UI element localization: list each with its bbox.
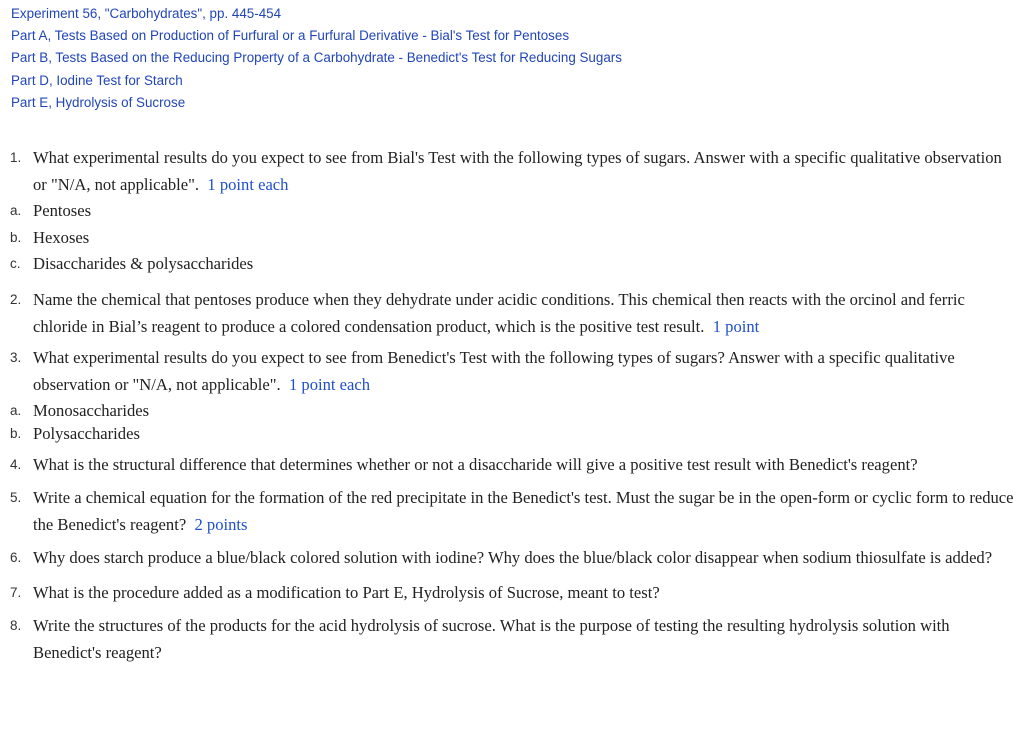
experiment-title: Experiment 56, "Carbohydrates", pp. 445-454 bbox=[11, 6, 282, 21]
sub-question-letter: b. bbox=[10, 229, 22, 245]
sub-question-letter: b. bbox=[10, 425, 22, 441]
sub-question bbox=[10, 400, 1015, 423]
sub-question bbox=[10, 225, 1015, 252]
experiment-header bbox=[11, 3, 622, 114]
sub-question-text: Disaccharides & polysaccharides bbox=[33, 254, 254, 274]
question-number: 2. bbox=[10, 292, 22, 308]
sub-question bbox=[10, 251, 1015, 278]
question-list bbox=[10, 144, 1015, 666]
points-label: 2 points bbox=[194, 515, 248, 535]
question-text: What is the structural difference that determines whether or not a disaccharide will give a positive test result with Benedict's reagent? bbox=[33, 455, 918, 475]
question-text: Write a chemical equation for the formation of the red precipitate in the Benedict's test. Must the sugar be in the open-form or cyclic form to reduce the Benedict's reagent? bbox=[33, 488, 1014, 535]
question-number: 7. bbox=[10, 585, 22, 601]
question-2-body bbox=[10, 286, 1015, 340]
question-7-body bbox=[10, 579, 1015, 606]
part-d-link: Part D, Iodine Test for Starch bbox=[11, 72, 183, 88]
question-text: Name the chemical that pentoses produce when they dehydrate under acidic conditions. This chemical then reacts with the orcinol and ferric chloride in Bial’s reagent to produce a colored condensation product, which is the positive test result. bbox=[33, 290, 965, 337]
question-5-body bbox=[10, 484, 1015, 538]
points-label: 1 point bbox=[712, 317, 760, 337]
question-6-body bbox=[10, 544, 1015, 571]
sub-question-letter: c. bbox=[10, 256, 21, 272]
part-a-link: Part A, Tests Based on Production of Furfural or a Furfural Derivative - Bial's Test for Pentoses bbox=[11, 28, 570, 44]
question-4-body bbox=[10, 451, 1015, 478]
question-1 bbox=[10, 144, 1015, 278]
question-number: 5. bbox=[10, 490, 22, 506]
sub-question-letter: a. bbox=[10, 403, 22, 419]
sub-question-text: Polysaccharides bbox=[33, 423, 140, 443]
question-number: 1. bbox=[10, 150, 22, 165]
question-7 bbox=[10, 579, 1015, 606]
part-e-link: Part E, Hydrolysis of Sucrose bbox=[11, 94, 186, 110]
question-4 bbox=[10, 451, 1015, 478]
sub-question bbox=[10, 198, 1015, 225]
question-number: 6. bbox=[10, 550, 22, 566]
sub-question-text: Pentoses bbox=[33, 201, 92, 220]
sub-question-list bbox=[10, 400, 1015, 445]
question-5 bbox=[10, 484, 1015, 538]
points-label: 1 point each bbox=[207, 175, 289, 194]
question-8-body bbox=[10, 612, 1015, 666]
sub-question-letter: a. bbox=[10, 203, 22, 218]
question-2 bbox=[10, 286, 1015, 340]
sub-question-text: Hexoses bbox=[33, 227, 90, 247]
question-6 bbox=[10, 544, 1015, 571]
part-b-link: Part B, Tests Based on the Reducing Property of a Carbohydrate - Benedict's Test for Reducing Sugars bbox=[11, 50, 622, 66]
question-text: What experimental results do you expect to see from Bial's Test with the following types of sugars. Answer with a specific qualitative observation or "N/A, not applicable". bbox=[33, 148, 1002, 194]
question-1-body bbox=[10, 144, 1015, 198]
sub-question bbox=[10, 423, 1015, 446]
question-number: 3. bbox=[10, 350, 22, 366]
sub-question-text: Monosaccharides bbox=[33, 401, 150, 421]
question-text: What experimental results do you expect to see from Benedict's Test with the following types of sugars? Answer with a specific qualitative observation or "N/A, not applicable". bbox=[33, 348, 955, 395]
question-text: Why does starch produce a blue/black colored solution with iodine? Why does the blue/black color disappear when sodium thiosulfate is added? bbox=[33, 548, 993, 568]
question-number: 8. bbox=[10, 618, 22, 634]
question-8 bbox=[10, 612, 1015, 666]
question-3 bbox=[10, 344, 1015, 445]
question-3-body bbox=[10, 344, 1015, 398]
question-text: Write the structures of the products for the acid hydrolysis of sucrose. What is the purpose of testing the resulting hydrolysis solution with Benedict's reagent? bbox=[33, 616, 950, 663]
points-label: 1 point each bbox=[288, 375, 371, 395]
question-text: What is the procedure added as a modification to Part E, Hydrolysis of Sucrose, meant to test? bbox=[33, 583, 660, 603]
question-number: 4. bbox=[10, 457, 22, 473]
sub-question-list bbox=[10, 198, 1015, 278]
